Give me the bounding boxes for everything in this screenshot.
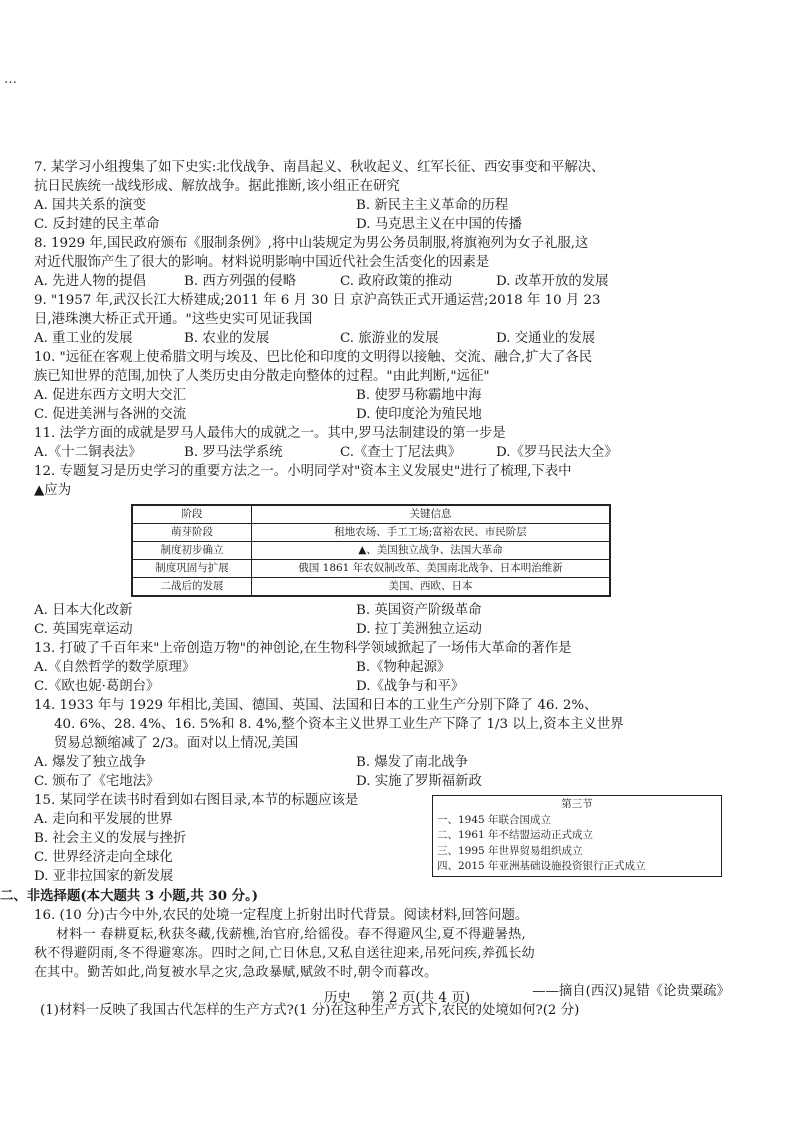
option-b: B. 爆发了南北战争 xyxy=(356,755,469,770)
page-footer xyxy=(0,986,794,1006)
question-stem: 40. 6%、28. 4%、16. 5%和 8. 4%,整个资本主义世界工业生产下降了 1/3 以上,资本主义世界 xyxy=(54,717,624,732)
question-stem: 日,港珠澳大桥正式开通。"这些史实可见证我国 xyxy=(34,312,313,327)
table-row xyxy=(132,524,610,542)
question-13 xyxy=(34,639,734,696)
question-area xyxy=(0,158,734,1020)
stage-cell: 制度巩固与扩展 xyxy=(132,560,252,578)
option-b: B. 西方列强的侵略 xyxy=(184,274,297,289)
option-d: D. 交通业的发展 xyxy=(496,331,596,346)
option-b: B. 使罗马称霸地中海 xyxy=(356,388,482,403)
option-b: B. 罗马法学系统 xyxy=(184,445,283,460)
material-source: ——摘自(西汉)晁错《论贵粟疏》 xyxy=(532,984,730,999)
option-d: D. 马克思主义在中国的传播 xyxy=(356,217,523,232)
option-b: B. 农业的发展 xyxy=(184,331,270,346)
toc-title: 第三节 xyxy=(561,798,593,810)
stage-cell: 二战后的发展 xyxy=(132,578,252,597)
option-c: C. 促进美洲与各洲的交流 xyxy=(34,407,187,422)
question-stem: 8. 1929 年,国民政府颁布《服制条例》,将中山装规定为男公务员制服,将旗袍列为女子礼服,这 xyxy=(34,236,589,251)
toc-item: 一、1945 年联合国成立 xyxy=(437,813,552,826)
table-row xyxy=(132,578,610,597)
option-d: D. 使印度沦为殖民地 xyxy=(356,407,482,422)
option-b: B.《物种起源》 xyxy=(356,660,451,675)
question-7 xyxy=(34,158,734,234)
question-15 xyxy=(34,791,734,886)
option-a: A.《自然哲学的数学原理》 xyxy=(34,660,196,675)
option-c: C. 政府政策的推动 xyxy=(340,274,453,289)
option-a: A. 先进人物的提倡 xyxy=(34,274,146,289)
info-cell: ▲、美国独立战争、法国大革命 xyxy=(252,542,611,560)
option-d: D.《罗马民法大全》 xyxy=(496,445,618,460)
option-d: D. 亚非拉国家的新发展 xyxy=(34,869,174,884)
question-stem: 11. 法学方面的成就是罗马人最伟大的成就之一。其中,罗马法制建设的第一步是 xyxy=(34,426,506,441)
material-text: 在其中。勤苦如此,尚复被水旱之灾,急政暴赋,赋敛不时,朝令而暮改。 xyxy=(34,965,438,980)
question-stem: 10. "远征在客观上使希腊文明与埃及、巴比伦和印度的文明得以接触、交流、融合,扩大了各民 xyxy=(34,350,593,365)
question-stem: 9. "1957 年,武汉长江大桥建成;2011 年 6 月 30 日 京沪高铁正式开通运营;2018 年 10 月 23 xyxy=(34,293,601,308)
option-c: C. 英国宪章运动 xyxy=(34,622,133,637)
question-stem: 15. 某同学在读书时看到如右图目录,本节的标题应该是 xyxy=(34,793,359,808)
toc-item: 三、1995 年世界贸易组织成立 xyxy=(437,844,583,857)
option-a: A. 走向和平发展的世界 xyxy=(34,812,173,827)
question-14 xyxy=(34,696,734,791)
question-9 xyxy=(34,291,734,348)
material-text: 材料一 春耕夏耘,秋获冬藏,伐薪樵,治官府,给徭役。春不得避风尘,夏不得避暑热, xyxy=(56,927,526,942)
stage-cell: 萌芽阶段 xyxy=(132,524,252,542)
table-row xyxy=(132,542,610,560)
question-stem: 贸易总额缩减了 2/3。面对以上情况,美国 xyxy=(54,736,299,751)
option-c: C. 世界经济走向全球化 xyxy=(34,850,173,865)
toc-item: 四、2015 年亚洲基础设施投资银行正式成立 xyxy=(437,860,646,872)
question-stem: 13. 打破了千百年来"上帝创造万物"的神创论,在生物科学领域掀起了一场伟大革命的著作是 xyxy=(34,641,572,656)
table-header: 关键信息 xyxy=(252,505,611,524)
option-a: A. 爆发了独立战争 xyxy=(34,755,146,770)
option-d: D.《战争与和平》 xyxy=(356,679,465,694)
capitalism-stage-table xyxy=(131,504,611,597)
question-stem: 16. (10 分)古今中外,农民的处境一定程度上折射出时代背景。阅读材料,回答问题。 xyxy=(34,908,529,923)
question-stem: 7. 某学习小组搜集了如下史实:北伐战争、南昌起义、秋收起义、红军长征、西安事变和平解决、 xyxy=(34,160,605,175)
question-stem: 抗日民族统一战线形成、解放战争。据此推断,该小组正在研究 xyxy=(34,179,400,194)
table-row xyxy=(132,560,610,578)
section-heading: 二、非选择题(本大题共 3 小题,共 30 分。) xyxy=(0,888,259,904)
question-11 xyxy=(34,424,734,462)
toc-item: 二、1961 年不结盟运动正式成立 xyxy=(437,829,594,841)
question-10 xyxy=(34,348,734,424)
material-text: 秋不得避阴雨,冬不得避寒冻。四时之间,亡日休息,又私自送往迎来,吊死问疾,养孤长幼 xyxy=(34,946,535,961)
question-stem: ▲应为 xyxy=(34,483,72,498)
option-c: C. 旅游业的发展 xyxy=(340,331,439,346)
info-cell: 租地农场、手工工场;富裕农民、市民阶层 xyxy=(252,524,611,542)
subject-label: 历史 xyxy=(323,990,351,1006)
question-12 xyxy=(34,462,734,639)
page-number: 第 2 页(共 4 页) xyxy=(371,990,471,1006)
question-8 xyxy=(34,234,734,291)
option-a: A. 重工业的发展 xyxy=(34,331,133,346)
option-c: C. 颁布了《宅地法》 xyxy=(34,774,160,789)
question-stem: 对近代服饰产生了很大的影响。材料说明影响中国近代社会生活变化的因素是 xyxy=(34,255,490,270)
corner-mark: … xyxy=(4,72,18,87)
option-a: A.《十二铜表法》 xyxy=(34,445,142,460)
option-a: A. 日本大化改新 xyxy=(34,603,133,618)
sub-question: (1)材料一反映了我国古代怎样的生产方式?(1 分)在这种生产方式下,农民的处境如何?(2 分) xyxy=(40,1003,580,1018)
info-cell: 俄国 1861 年农奴制改革、美国南北战争、日本明治维新 xyxy=(252,560,611,578)
option-b: B. 英国资产阶级革命 xyxy=(356,603,482,618)
question-stem: 12. 专题复习是历史学习的重要方法之一。小明同学对"资本主义发展史"进行了梳理,下表中 xyxy=(34,464,572,479)
option-c: C.《查士丁尼法典》 xyxy=(340,445,462,460)
option-c: C.《欧也妮·葛朗台》 xyxy=(34,679,160,694)
option-c: C. 反封建的民主革命 xyxy=(34,217,160,232)
table-header-row xyxy=(132,505,610,524)
table-header: 阶段 xyxy=(132,505,252,524)
option-d: D. 实施了罗斯福新政 xyxy=(356,774,482,789)
option-b: B. 社会主义的发展与挫折 xyxy=(34,831,187,846)
question-stem: 族已知世界的范围,加快了人类历史由分散走向整体的过程。"由此判断,"远征" xyxy=(34,369,490,384)
table-of-contents-box xyxy=(432,795,722,877)
question-stem: 14. 1933 年与 1929 年相比,美国、德国、英国、法国和日本的工业生产分别下降了 46. 2%、 xyxy=(34,698,598,713)
option-a: A. 促进东西方文明大交汇 xyxy=(34,388,187,403)
stage-cell: 制度初步确立 xyxy=(132,542,252,560)
option-d: D. 拉丁美洲独立运动 xyxy=(356,622,482,637)
option-a: A. 国共关系的演变 xyxy=(34,198,146,213)
option-d: D. 改革开放的发展 xyxy=(496,274,609,289)
option-b: B. 新民主主义革命的历程 xyxy=(356,198,509,213)
info-cell: 美国、西欧、日本 xyxy=(252,578,611,597)
